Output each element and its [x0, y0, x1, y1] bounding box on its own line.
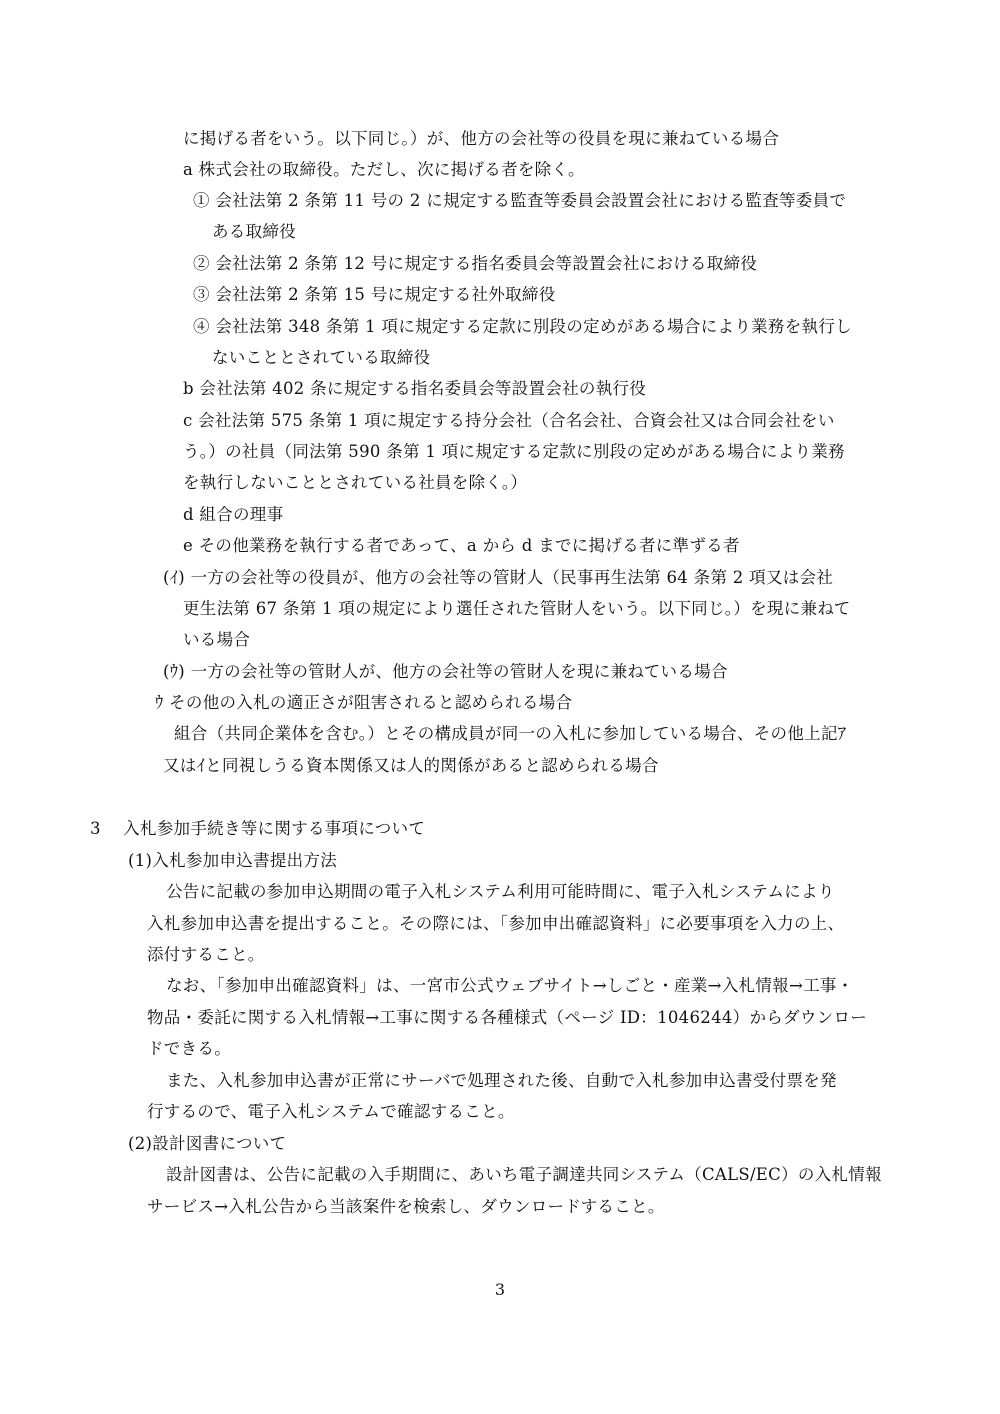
- text-line: a 株式会社の取締役。ただし、次に掲げる者を除く。: [183, 160, 585, 179]
- text-line: 組合（共同企業体を含む。）とその構成員が同一の入札に参加している場合、その他上記ｱ: [174, 724, 847, 743]
- text-line: c 会社法第 575 条第 1 項に規定する持分会社（合名会社、合資会社又は合同会社をい: [183, 411, 835, 430]
- text-line: ないこととされている取締役: [212, 348, 431, 367]
- text-line: なお、「参加申出確認資料」は、一宮市公式ウェブサイト→しごと・産業→入札情報→工事・: [166, 976, 854, 995]
- text-line: 物品・委託に関する入札情報→工事に関する各種様式（ページ ID：1046244）からダウンロー: [147, 1008, 868, 1027]
- text-line: 入札参加申込書を提出すること。その際には、「参加申出確認資料」に必要事項を入力の上、: [147, 914, 845, 933]
- text-line: また、入札参加申込書が正常にサーバで処理された後、自動で入札参加申込書受付票を発: [166, 1071, 837, 1090]
- text-line: ｳ その他の入札の適正さが阻害されると認められる場合: [155, 693, 573, 712]
- text-line: ③ 会社法第 2 条第 15 号に規定する社外取締役: [193, 285, 556, 304]
- text-line: う。）の社員（同法第 590 条第 1 項に規定する定款に別段の定めがある場合により業務: [183, 442, 845, 461]
- text-line: 設計図書は、公告に記載の入手期間に、あいち電子調達共同システム（CALS/EC）の入札情報: [166, 1165, 882, 1184]
- text-line: に掲げる者をいう。以下同じ。）が、他方の会社等の役員を現に兼ねている場合: [183, 129, 780, 148]
- text-line: e その他業務を執行する者であって、a から d までに掲げる者に準ずる者: [183, 536, 740, 555]
- text-line: ① 会社法第 2 条第 11 号の 2 に規定する監査等委員会設置会社における監査等委員で: [193, 191, 847, 210]
- text-line: d 組合の理事: [183, 505, 284, 524]
- text-line: b 会社法第 402 条に規定する指名委員会等設置会社の執行役: [183, 379, 647, 398]
- subsection-heading: (2)設計図書について: [128, 1134, 287, 1153]
- text-line: (ｳ) 一方の会社等の管財人が、他方の会社等の管財人を現に兼ねている場合: [163, 662, 728, 681]
- text-line: 更生法第 67 条第 1 項の規定により選任された管財人をいう。以下同じ。）を現に兼ねて: [183, 599, 851, 618]
- text-line: サービス→入札公告から当該案件を検索し、ダウンロードすること。: [147, 1197, 665, 1216]
- section-heading: 3 入札参加手続き等に関する事項について: [90, 819, 426, 838]
- text-line: ある取締役: [212, 222, 296, 241]
- text-line: 又はｲと同視しうる資本関係又は人的関係があると認められる場合: [163, 756, 659, 775]
- text-line: (ｲ) 一方の会社等の役員が、他方の会社等の管財人（民事再生法第 64 条第 2 項又は会社: [163, 568, 834, 587]
- text-line: を執行しないこととされている社員を除く。）: [183, 473, 528, 492]
- text-line: 公告に記載の参加申込期間の電子入札システム利用可能時間に、電子入札システムにより: [166, 882, 835, 901]
- text-line: ② 会社法第 2 条第 12 号に規定する指名委員会等設置会社における取締役: [193, 254, 758, 273]
- page-number: 3: [494, 1280, 506, 1299]
- text-line: 行するので、電子入札システムで確認すること。: [147, 1102, 515, 1121]
- text-line: ドできる。: [147, 1039, 231, 1058]
- subsection-heading: (1)入札参加申込書提出方法: [128, 851, 338, 870]
- text-line: ④ 会社法第 348 条第 1 項に規定する定款に別段の定めがある場合により業務を執行し: [193, 317, 852, 336]
- text-line: 添付すること。: [147, 945, 265, 964]
- text-line: いる場合: [183, 630, 251, 649]
